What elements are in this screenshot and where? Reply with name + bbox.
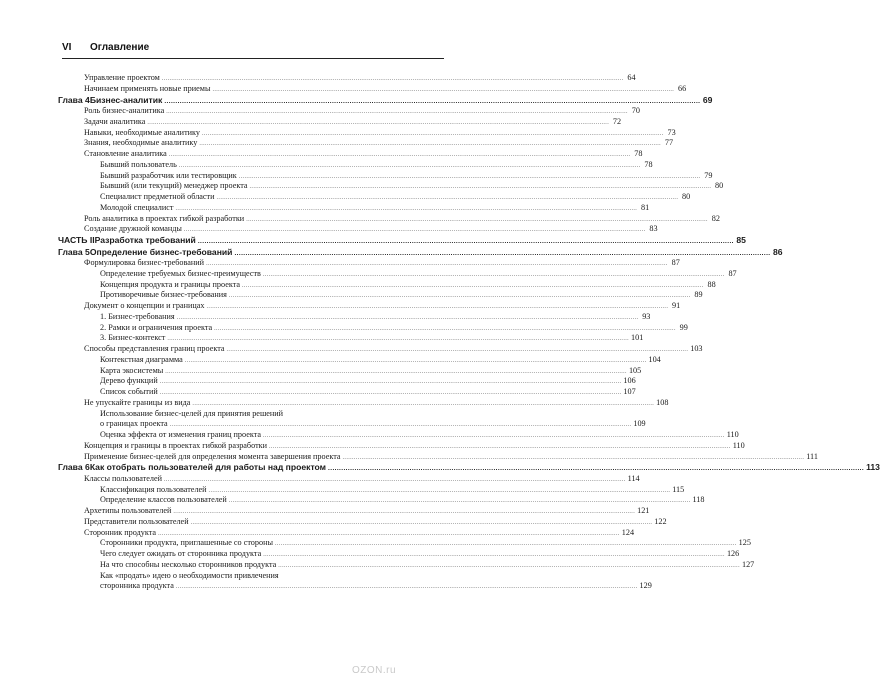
toc-entry-title: Применение бизнес-целей для определения момента завершения проекта <box>84 451 341 461</box>
toc-leader-dots <box>160 388 622 399</box>
toc-entry-title: Чего следует ожидать от сторонника продукта <box>100 549 262 558</box>
toc-entry-row <box>84 365 642 377</box>
toc-entry-title: Определение классов пользователей <box>100 495 227 505</box>
toc-entry-title: Бывший пользователь <box>100 159 177 169</box>
toc-entry-title: 1. Бизнес-требования <box>100 311 175 321</box>
toc-leader-dots <box>343 453 805 464</box>
toc-entry-title: Роль аналитика в проектах гибкой разработки <box>84 213 245 223</box>
toc-entry-title: Не упускайте границы из вида <box>84 397 191 407</box>
toc-entry-title: Бывший (или текущий) менеджер проекта <box>100 181 248 191</box>
toc-entry-row <box>84 149 643 160</box>
toc-entry-title: Концепция продукта и границы проекта <box>100 279 241 289</box>
toc-page-number: 64 <box>627 73 636 82</box>
toc-entry-title: Представители пользователей <box>84 516 189 526</box>
toc-entry-row <box>84 440 745 452</box>
toc-leader-dots <box>199 139 661 150</box>
toc-leader-dots <box>263 270 725 281</box>
toc-chapter-row <box>58 246 783 259</box>
toc-entry-row <box>84 484 685 496</box>
toc-leader-dots <box>207 302 669 313</box>
toc-entry-row <box>84 73 636 84</box>
toc-entry-row <box>84 344 703 355</box>
toc-entry-row <box>84 322 688 334</box>
toc-page-number: 91 <box>672 301 681 310</box>
toc-page-number: 104 <box>648 354 661 364</box>
toc-page-number: 129 <box>639 581 652 591</box>
toc-page-number: 114 <box>627 473 640 483</box>
toc-entry-title: 2. Рамки и ограничения проекта <box>100 322 213 332</box>
toc-entry-title: Специалист предметной области <box>100 192 215 201</box>
toc-entry-row <box>84 268 737 280</box>
toc-entry-row <box>84 376 636 387</box>
toc-entry-title: Создание дружной команды <box>84 224 182 234</box>
toc-page-number: 106 <box>623 376 636 386</box>
toc-entry-row <box>84 192 691 203</box>
toc-page-number: 87 <box>671 258 680 267</box>
toc-entry-title: Разработка требований <box>94 235 196 245</box>
toc-entry-row <box>84 549 740 560</box>
toc-leader-dots <box>173 507 635 518</box>
toc-entry-row <box>84 397 669 409</box>
toc-leader-dots <box>227 345 689 356</box>
toc-entry-title: Роль бизнес-аналитика <box>84 106 165 115</box>
watermark: OZON.ru <box>352 665 397 676</box>
toc-entry-title: Бизнес-аналитик <box>89 94 163 105</box>
toc-page-number: 80 <box>682 192 691 201</box>
toc-leader-dots <box>239 172 701 183</box>
toc-entry-row <box>84 311 651 323</box>
toc-entry-row <box>84 224 658 235</box>
toc-leader-dots <box>328 463 864 475</box>
toc-page-number: 89 <box>694 290 703 300</box>
toc-leader-dots <box>184 225 646 236</box>
toc-entry-row <box>84 106 640 117</box>
toc-entry-row <box>84 559 755 571</box>
toc-page-number: 66 <box>678 83 687 93</box>
toc-entry-row <box>84 279 716 291</box>
toc-entry-title: Навыки, необходимые аналитику <box>84 127 200 137</box>
toc-page-number: 85 <box>736 235 746 245</box>
toc-entry-title: Дерево функций <box>100 376 158 386</box>
toc-entry-row <box>84 495 705 506</box>
toc-chapter-row <box>58 235 746 247</box>
toc-entry-row <box>84 290 703 301</box>
toc-leader-dots <box>263 550 725 561</box>
table-of-contents <box>58 73 880 592</box>
toc-page-number: 70 <box>631 106 640 115</box>
toc-entry-row <box>84 538 751 549</box>
toc-entry-title: Оценка эффекта от изменения границ проекта <box>100 430 262 439</box>
toc-entry-title: Концепция и границы в проектах гибкой разработки <box>84 440 268 450</box>
toc-page-number: 103 <box>690 344 703 353</box>
toc-page-number: 115 <box>672 484 685 494</box>
toc-page-number: 78 <box>644 159 653 169</box>
toc-chapter-number: ЧАСТЬ II <box>58 235 95 245</box>
toc-leader-dots <box>191 518 653 529</box>
toc-page-number: 110 <box>732 440 745 450</box>
toc-page-number: 99 <box>679 322 688 332</box>
toc-entry-row <box>84 473 640 485</box>
toc-entry-title: Определение бизнес-требований <box>89 246 233 257</box>
toc-leader-dots <box>214 324 676 335</box>
toc-page-number: 72 <box>612 116 622 126</box>
toc-entry-row <box>84 333 644 344</box>
toc-page-number: 107 <box>623 387 636 396</box>
toc-page-number: 93 <box>642 311 651 321</box>
toc-leader-dots <box>164 475 626 486</box>
toc-chapter-row <box>58 462 880 474</box>
toc-page-number: 101 <box>631 333 644 343</box>
toc-leader-dots <box>242 281 704 292</box>
toc-leader-dots <box>176 204 638 215</box>
toc-leader-dots <box>147 118 609 129</box>
toc-leader-dots <box>160 377 622 388</box>
toc-leader-dots <box>176 582 638 593</box>
toc-page-number: 83 <box>649 224 658 234</box>
toc-entry-row <box>84 409 431 420</box>
toc-page-number: 80 <box>715 181 724 191</box>
toc-entry-row <box>84 116 622 128</box>
toc-page-number: 86 <box>772 246 783 257</box>
toc-leader-dots <box>198 236 734 248</box>
toc-entry-row <box>84 181 724 192</box>
toc-page-number: 78 <box>634 149 643 158</box>
toc-entry-row <box>84 451 818 463</box>
toc-leader-dots <box>212 85 674 96</box>
toc-leader-dots <box>179 161 641 172</box>
toc-entry-title: Классы пользователей <box>84 473 162 483</box>
header-rule <box>62 58 444 59</box>
toc-page-number: 124 <box>621 527 635 537</box>
toc-entry-title: Документ о концепции и границах <box>84 301 205 310</box>
toc-leader-dots <box>162 74 624 85</box>
toc-entry-row <box>84 202 650 214</box>
toc-page-number: 105 <box>628 365 642 375</box>
toc-page-number: 79 <box>704 170 713 180</box>
toc-leader-dots <box>177 313 639 324</box>
toc-entry-title: Молодой специалист <box>100 202 174 212</box>
toc-entry-row <box>84 419 646 430</box>
toc-entry-title: Контекстная диаграмма <box>100 354 183 364</box>
toc-leader-dots <box>206 259 668 270</box>
toc-entry-title: Список событий <box>100 387 158 396</box>
toc-entry-row <box>84 170 713 182</box>
toc-entry-title: Формулировка бизнес-требований <box>84 258 205 267</box>
toc-entry-title: Как отобрать пользователей для работы над проектом <box>89 462 327 473</box>
toc-entry-title: Становление аналитика <box>84 149 167 158</box>
toc-leader-dots <box>275 539 737 550</box>
toc-page-number: 113 <box>866 462 880 473</box>
toc-leader-dots <box>229 496 691 507</box>
toc-page-number: 87 <box>728 268 737 278</box>
toc-entry-row <box>84 301 681 312</box>
toc-entry-title: Способы представления границ проекта <box>84 344 225 353</box>
toc-page-number: 110 <box>726 430 739 439</box>
toc-entry-title: Классификация пользователей <box>100 484 207 494</box>
toc-entry-title: Определение требуемых бизнес-преимуществ <box>100 268 261 278</box>
toc-page-number: 69 <box>702 94 713 105</box>
toc-entry-row <box>84 354 661 366</box>
toc-leader-dots <box>164 96 700 108</box>
toc-entry-row <box>84 430 739 441</box>
toc-leader-dots <box>185 356 647 367</box>
toc-entry-row <box>84 581 652 592</box>
toc-entry-title: Начинаем применять новые приемы <box>84 83 211 93</box>
header-page-number: VI <box>62 42 72 53</box>
toc-leader-dots <box>209 486 671 497</box>
toc-leader-dots <box>169 150 631 161</box>
toc-entry-title: Архетипы пользователей <box>84 506 172 515</box>
toc-entry-title: Противоречивые бизнес-требования <box>100 290 227 300</box>
toc-entry-row <box>84 138 674 149</box>
toc-leader-dots <box>246 215 708 226</box>
toc-leader-dots <box>217 193 679 204</box>
toc-entry-title: Карта экосистемы <box>100 365 164 375</box>
header-title: Оглавление <box>90 42 150 53</box>
toc-leader-dots <box>229 291 691 302</box>
toc-page-number: 122 <box>654 516 667 526</box>
toc-leader-dots <box>250 182 712 193</box>
toc-entry-title: Сторонник продукта <box>84 527 157 537</box>
toc-page-number: 121 <box>637 506 650 515</box>
toc-page-number: 126 <box>726 549 740 558</box>
toc-page-number: 77 <box>664 138 674 148</box>
toc-entry-row <box>84 213 720 225</box>
toc-page-number: 88 <box>707 279 716 289</box>
toc-entry-title: Задачи аналитика <box>84 116 146 126</box>
toc-leader-dots <box>234 248 770 260</box>
toc-page-number: 125 <box>738 538 751 548</box>
toc-page-number: 127 <box>741 559 755 569</box>
toc-entry-row <box>84 506 650 517</box>
toc-entry-title: Знания, необходимые аналитику <box>84 138 198 148</box>
toc-leader-dots <box>165 367 627 378</box>
toc-entry-title: сторонника продукта <box>100 581 174 591</box>
toc-leader-dots <box>263 431 725 442</box>
running-header <box>62 42 444 53</box>
toc-entry-title: Управление проектом <box>84 73 160 82</box>
toc-entry-row <box>84 258 680 269</box>
toc-entry-row <box>84 516 667 528</box>
toc-entry-title: На что способны несколько сторонников продукта <box>100 559 277 569</box>
toc-entry-title: Сторонники продукта, приглашенные со стороны <box>100 538 273 548</box>
toc-leader-dots <box>167 334 629 345</box>
toc-entry-row <box>84 159 653 171</box>
toc-chapter-number: Глава 6 <box>58 462 90 473</box>
toc-chapter-number: Глава 4 <box>58 94 90 105</box>
toc-entry-title: Использование бизнес-целей для принятия решений <box>100 408 284 418</box>
toc-chapter-number: Глава 5 <box>58 246 90 257</box>
toc-page-number: 111 <box>806 451 818 461</box>
toc-page-number: 82 <box>711 213 720 223</box>
toc-entry-title: о границах проекта <box>100 419 168 429</box>
toc-entry-title: 3. Бизнес-контекст <box>100 333 166 343</box>
toc-entry-row <box>84 527 635 539</box>
toc-leader-dots <box>166 107 628 118</box>
toc-entry-title: Как «продать» идею о необходимости привлечения <box>100 570 279 580</box>
toc-entry-row <box>84 127 676 139</box>
toc-page-number: 73 <box>667 127 676 137</box>
toc-page-number: 81 <box>641 202 650 212</box>
toc-entry-row <box>84 387 636 398</box>
toc-leader-dots <box>278 561 740 572</box>
toc-page-number: 108 <box>656 397 669 407</box>
toc-entry-row <box>84 83 687 95</box>
toc-page-number: 118 <box>692 495 705 505</box>
toc-entry-title: Бывший разработчик или тестировщик <box>100 170 237 180</box>
toc-leader-dots <box>202 129 664 140</box>
toc-chapter-row <box>58 94 713 107</box>
toc-page-number: 109 <box>633 419 646 429</box>
toc-entry-row <box>84 571 431 582</box>
